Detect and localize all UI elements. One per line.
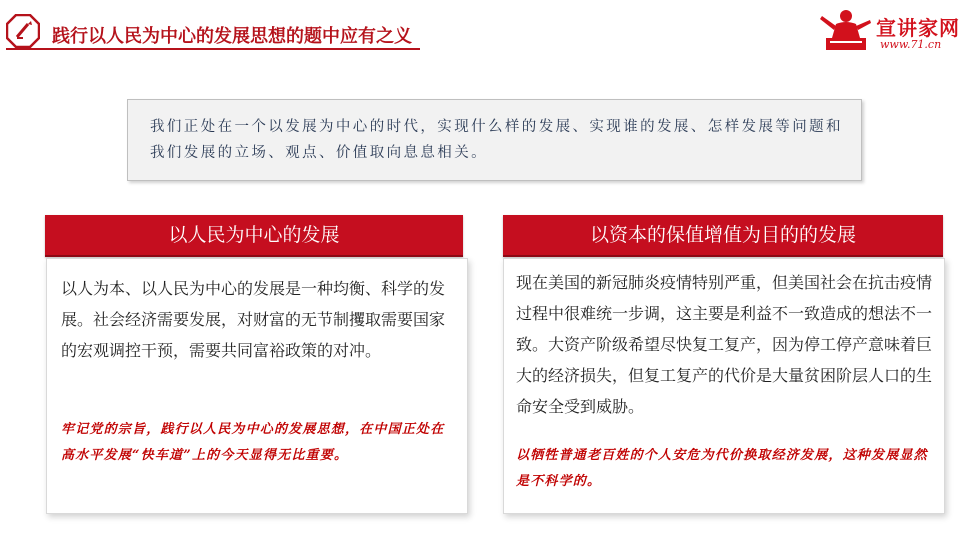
- card-left-body: [46, 258, 468, 514]
- page-title: 践行以人民为中心的发展思想的题中应有之义: [52, 26, 412, 47]
- card-right-body: [503, 258, 945, 514]
- lecturer-icon: [818, 8, 876, 52]
- title-underline: [6, 48, 420, 50]
- intro-text: 我们正处在一个以发展为中心的时代，实现什么样的发展、实现谁的发展、怎样发展等问题和我们发展的立场、观点、价值取向息息相关。: [150, 119, 843, 161]
- card-right-text: 现在美国的新冠肺炎疫情特别严重，但美国社会在抗击疫情过程中很难统一步调，这主要是利益不一致造成的想法不一致。大资产阶级希望尽快复工复产，因为停工停产意味着巨大的经济损失，但复工复产的代价是大量贫困阶层人口的生命安全受到威胁。: [516, 273, 933, 416]
- brand-url: www.71.cn: [880, 38, 942, 51]
- brand-logo[interactable]: [818, 8, 968, 54]
- intro-box: [127, 99, 862, 181]
- card-right-header: 以资本的保值增值为目的的发展: [503, 215, 943, 257]
- card-right-note: 以牺牲普通老百姓的个人安危为代价换取经济发展，这种发展显然是不科学的。: [516, 448, 928, 489]
- brand-name: 宣讲家网: [876, 16, 960, 40]
- card-left-text: 以人为本、以人民为中心的发展是一种均衡、科学的发展。社会经济需要发展，对财富的无节制攫取需要国家的宏观调控干预，需要共同富裕政策的对冲。: [61, 279, 446, 360]
- card-left-note: 牢记党的宗旨，践行以人民为中心的发展思想，在中国正处在高水平发展“快车道”上的今天显得无比重要。: [61, 422, 445, 463]
- section-logo-icon: [6, 14, 40, 48]
- card-left-header: 以人民为中心的发展: [45, 215, 463, 257]
